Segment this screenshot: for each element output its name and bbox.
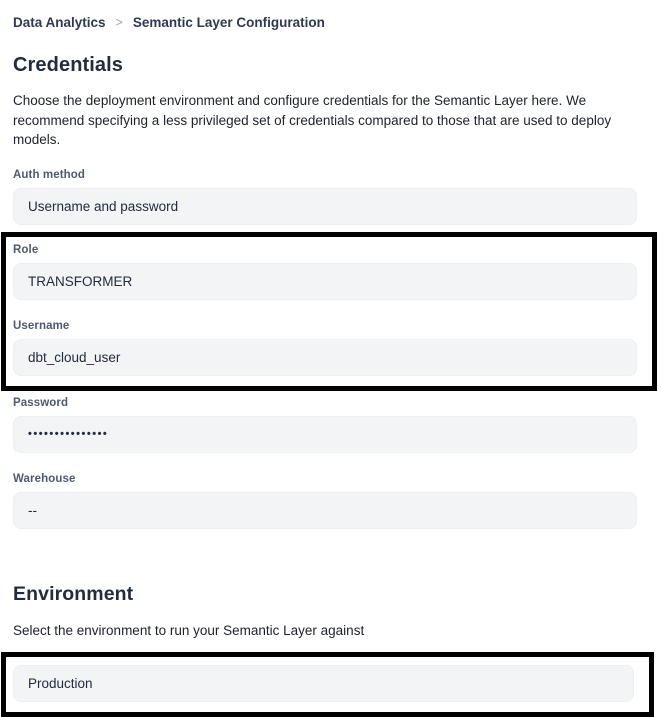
auth-method-input[interactable]: Username and password	[13, 188, 637, 225]
environment-section-title: Environment	[13, 582, 134, 605]
highlight-box-environment	[1, 652, 654, 717]
chevron-right-icon: >	[115, 15, 123, 29]
role-label: Role	[13, 243, 39, 256]
environment-field	[13, 665, 634, 702]
password-field	[13, 397, 637, 453]
warehouse-input[interactable]: --	[13, 492, 637, 529]
credentials-description: Choose the deployment environment and configure credentials for the Semantic Layer here. We recommend specifying a less privileged set of credentials compared to those that are used to deploy models.	[13, 93, 612, 147]
environment-select[interactable]: Production	[13, 665, 634, 702]
auth-method-label: Auth method	[13, 168, 86, 181]
role-field	[13, 244, 637, 300]
role-input[interactable]: TRANSFORMER	[13, 263, 637, 300]
breadcrumb-item-semantic-layer-configuration: Semantic Layer Configuration	[132, 15, 325, 30]
auth-method-field	[13, 169, 637, 225]
credentials-section-title: Credentials	[13, 54, 124, 76]
password-input[interactable]: •••••••••••••••	[13, 416, 637, 453]
warehouse-label: Warehouse	[13, 472, 76, 485]
username-label: Username	[13, 319, 70, 332]
warehouse-field	[13, 473, 637, 529]
password-label: Password	[13, 396, 69, 409]
username-input[interactable]: dbt_cloud_user	[13, 339, 637, 376]
username-field	[13, 320, 637, 376]
environment-description: Select the environment to run your Semantic Layer against	[13, 622, 365, 638]
breadcrumb-item-data-analytics[interactable]: Data Analytics	[13, 15, 106, 30]
highlight-box-role-username	[1, 232, 657, 391]
breadcrumb	[13, 15, 637, 30]
